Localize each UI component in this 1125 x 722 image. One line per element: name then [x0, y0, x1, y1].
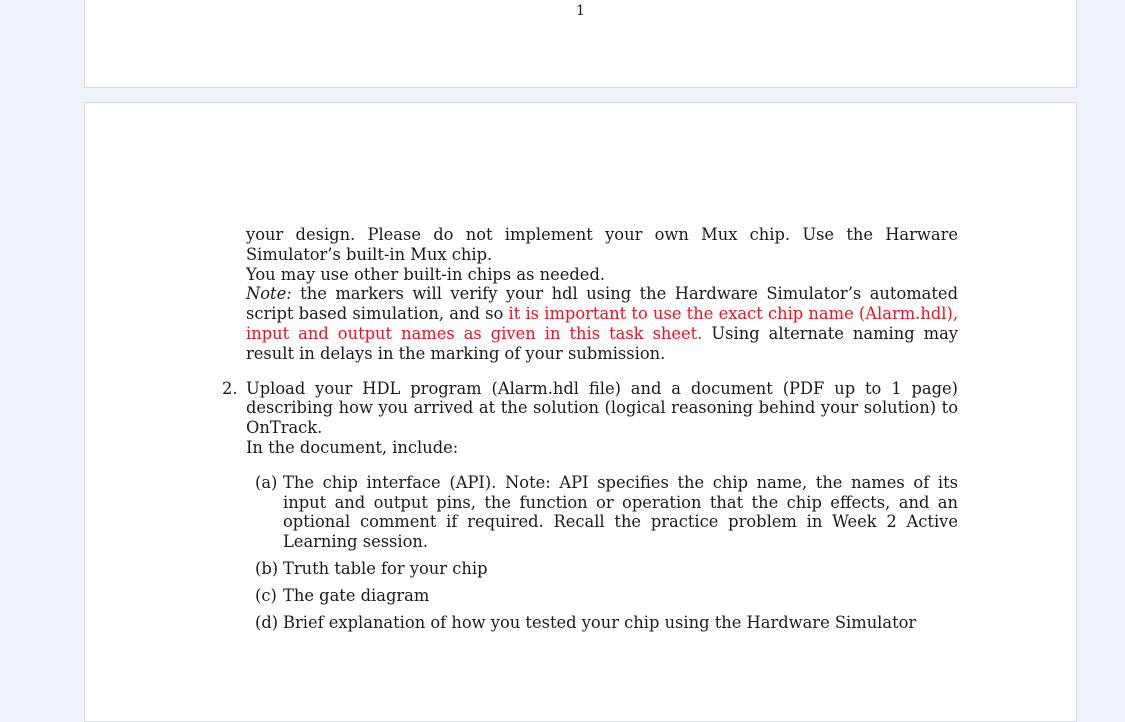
sub-list-item-a	[246, 473, 958, 552]
sub-item-label: (c)	[255, 585, 277, 605]
sub-item-text: The gate diagram	[283, 585, 430, 605]
list-item-subtext: In the document, include:	[246, 437, 459, 457]
sub-list-item-b	[246, 559, 958, 579]
paragraph-builtin-chips: You may use other built-in chips as needed.	[246, 264, 606, 284]
sub-list-item-c	[246, 586, 958, 606]
page-content	[222, 225, 958, 649]
paragraph-note	[246, 284, 958, 363]
sub-list	[246, 473, 958, 633]
sub-item-text: Truth table for your chip	[283, 558, 488, 578]
note-label: Note:	[246, 284, 292, 304]
list-item-2	[222, 378, 958, 633]
sub-list-item-d	[246, 613, 958, 633]
page-number: 1	[576, 3, 585, 19]
note-text-1: the markers will verify your hdl using the Hardware Simulator’s automated script based simulation, and so	[246, 284, 958, 324]
paragraph-mux-instructions: your design. Please do not implement your own Mux chip. Use the Harware Simulator’s built-in Mux chip.	[246, 225, 958, 264]
sub-item-text: The chip interface (API). Note: API specifies the chip name, the names of its input and output pins, the function or operation that the chip effects, and an optional comment if required. Recall the practice problem in Week 2 Active Learning session.	[283, 472, 958, 552]
note-highlight: it is important to use the exact chip name (Alarm.hdl), input and output names as given in this task sheet.	[246, 304, 958, 343]
list-item-number: 2.	[222, 378, 238, 398]
page-1	[84, 0, 1077, 88]
list-item-text: Upload your HDL program (Alarm.hdl file) and a document (PDF up to 1 page) describing how you arrived at the solution (logical reasoning behind your solution) to OnTrack.	[246, 378, 958, 438]
sub-item-label: (d)	[255, 612, 279, 632]
sub-item-label: (b)	[255, 558, 279, 578]
sub-item-label: (a)	[255, 472, 278, 492]
sub-item-text: Brief explanation of how you tested your chip using the Hardware Simulator	[283, 612, 917, 632]
note-text-2: Using alternate naming may result in delays in the marking of your submission.	[246, 323, 958, 363]
